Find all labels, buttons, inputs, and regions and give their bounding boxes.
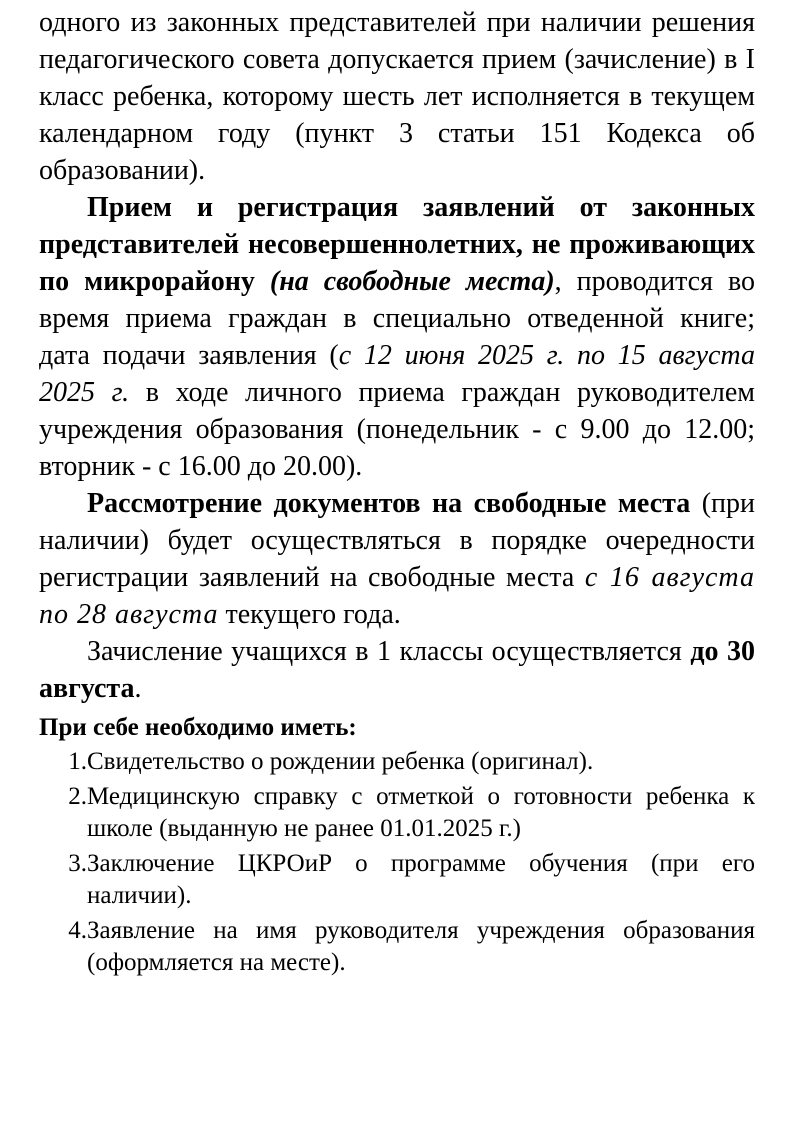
list-item-number: 2. <box>68 783 87 810</box>
enrollment-deadline: до 30 августа <box>39 636 755 704</box>
requirements-title: При себе необходимо иметь: <box>39 714 357 741</box>
enrollment-end: . <box>134 673 142 704</box>
registration-dates: с 12 июня 2025 г. по 15 августа 2025 г. <box>39 340 755 408</box>
registration-text-1: , проводится во время приема граждан в специально отведенной книге; дата подачи заявления ( <box>39 266 756 371</box>
list-item-text: Заключение ЦКРОиР о программе обучения (при его наличии). <box>87 850 755 909</box>
enrollment-paragraph <box>39 633 755 707</box>
review-paragraph <box>39 485 755 633</box>
list-item-text: Свидетельство о рождении ребенка (оригинал). <box>87 748 594 775</box>
list-item <box>39 915 755 979</box>
review-dates: с 16 августа по 28 августа <box>39 562 755 630</box>
list-item <box>39 746 755 778</box>
registration-bold-lead: Прием и регистрация заявлений от законных представителей несовершеннолетних, не проживающих по микрорайону <box>39 192 755 297</box>
list-item-number: 3. <box>68 850 87 877</box>
review-text-2: текущего года. <box>218 599 401 630</box>
document-page <box>39 4 755 982</box>
registration-text-2: в ходе личного приема граждан руководителем учреждения образования (понедельник - с 9.00 до 12.00; вторник - с 16.00 до 20.00). <box>39 377 755 482</box>
list-item <box>39 848 755 912</box>
list-item-number: 4. <box>68 917 87 944</box>
requirements-list <box>39 746 755 979</box>
registration-free-places: (на свободные места) <box>269 266 555 297</box>
registration-paragraph <box>39 189 755 485</box>
list-item-text: Заявление на имя руководителя учреждения образования (оформляется на месте). <box>87 917 755 976</box>
enrollment-text: Зачисление учащихся в 1 классы осуществляется <box>87 636 691 667</box>
list-item-text: Медицинскую справку с отметкой о готовности ребенка к школе (выданную не ранее 01.01.2025 г.) <box>87 783 755 842</box>
review-text-1: (при наличии) будет осуществляться в порядке очередности регистрации заявлений на свободные места <box>39 488 756 593</box>
review-bold-lead: Рассмотрение документов на свободные места <box>87 488 691 519</box>
list-item-number: 1. <box>68 748 87 775</box>
intro-paragraph: одного из законных представителей при наличии решения педагогического совета допускается прием (зачисление) в I класс ребенка, которому шесть лет исполняется в текущем календарном году (пункт 3 статьи 151 Кодекса об образовании). <box>39 7 755 186</box>
list-item <box>39 781 755 845</box>
